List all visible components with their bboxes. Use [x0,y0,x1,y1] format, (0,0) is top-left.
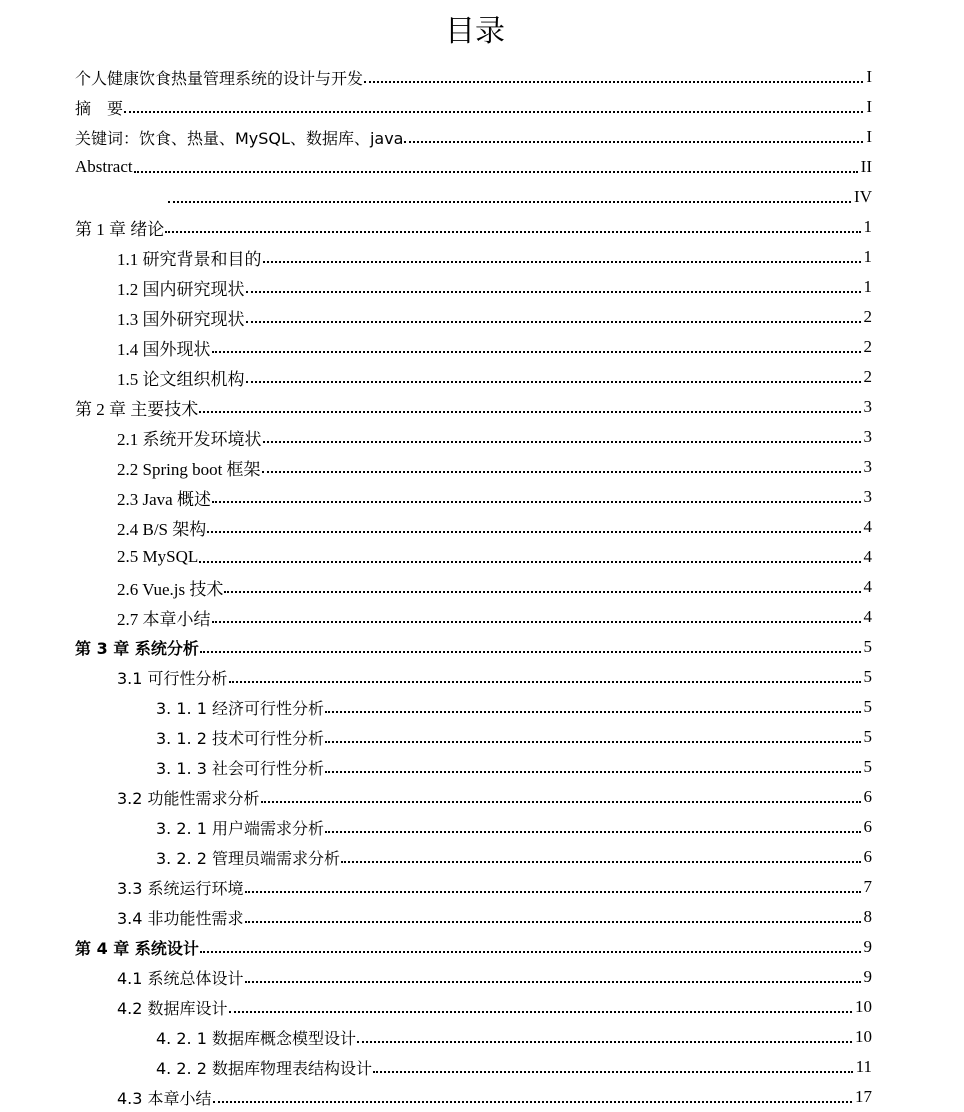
toc-entry-page: IV [854,187,872,206]
dot-leader [246,302,862,332]
toc-entry-label: 1.4 国外现状 [117,339,211,359]
dot-leader [199,542,861,572]
toc-entry-keywords[interactable] [75,122,872,152]
toc-entry-chapter-4[interactable] [75,932,872,962]
dot-leader [165,212,861,242]
toc-entry-label: 第 4 章 系统设计 [75,938,199,958]
dot-leader [200,932,862,962]
toc-entry-label: 3.1 可行性分析 [117,668,228,688]
toc-entry-3-2-1[interactable] [75,812,872,842]
toc-entry-3-1-1[interactable] [75,692,872,722]
toc-entry-label: 2.2 Spring boot 框架 [117,459,261,479]
toc-entry-label: 1.3 国外研究现状 [117,309,245,329]
dot-leader [263,422,862,452]
toc-entry-label: 2.1 系统开发环境状 [117,429,262,449]
toc-entry-label: 2.3 Java 概述 [117,489,211,509]
toc-entry-4-3[interactable] [75,1082,872,1112]
toc-entry-page: 5 [863,727,872,746]
toc-entry-label: 3. 2. 1 用户端需求分析 [156,818,324,838]
toc-entry-page: 4 [863,547,872,566]
toc-entry-abstract-cn[interactable] [75,92,872,122]
toc-entry-3-4[interactable] [75,902,872,932]
toc-entry-label: 3.2 功能性需求分析 [117,788,260,808]
dot-leader [212,482,862,512]
toc-entry-label: 4.1 系统总体设计 [117,968,244,988]
toc-entry-label: 第 1 章 绪论 [75,219,165,239]
toc-entry-page: II [860,157,872,176]
toc-entry-3-2-2[interactable] [75,842,872,872]
toc-entry-page: I [866,67,872,86]
toc-entry-page: 8 [863,907,872,926]
dot-leader [246,362,862,392]
toc-entry-page: 3 [863,427,872,446]
dot-leader [364,62,864,92]
toc-entry-page: 3 [863,487,872,506]
toc-entry-label: 3.4 非功能性需求 [117,908,244,928]
toc-entry-page: 1 [863,217,872,236]
toc-entry-2-1[interactable] [75,422,872,452]
toc-entry-label: 3. 1. 2 技术可行性分析 [156,728,324,748]
toc-entry-4-2-2[interactable] [75,1052,872,1082]
dot-leader [207,512,861,542]
toc-entry-page: 3 [863,457,872,476]
dot-leader [263,242,862,272]
toc-entry-page: 4 [863,607,872,626]
dot-leader [357,1022,853,1052]
toc-entry-3-2[interactable] [75,782,872,812]
toc-entry-page: 5 [863,667,872,686]
toc-entry-page: 1 [863,247,872,266]
toc-entry-page: 3 [863,397,872,416]
toc-entry-label: 3. 1. 1 经济可行性分析 [156,698,324,718]
dot-leader [245,902,862,932]
dot-leader [325,692,862,722]
toc-entry-1-1[interactable] [75,242,872,272]
toc-entry-4-2[interactable] [75,992,872,1022]
dot-leader [404,122,864,152]
toc-entry-page: 5 [863,637,872,656]
toc-entry-label: 2.7 本章小结 [117,609,211,629]
dot-leader [373,1052,854,1082]
toc-entry-page: 4 [863,517,872,536]
dot-leader [325,812,862,842]
toc-entry-label: 2.4 B/S 架构 [117,519,207,539]
toc-entry-abstract-en[interactable] [75,152,872,182]
toc-entry-3-1-3[interactable] [75,752,872,782]
toc-entry-label: 1.1 研究背景和目的 [117,249,262,269]
dot-leader [261,782,862,812]
toc-entry-label: 摘 要 [75,98,124,118]
toc-entry-1-4[interactable] [75,332,872,362]
toc-entry-label: 1.2 国内研究现状 [117,279,245,299]
toc-entry-label: 4. 2. 2 数据库物理表结构设计 [156,1058,372,1078]
toc-entry-3-1[interactable] [75,662,872,692]
toc-entry-page: I [866,127,872,146]
dot-leader [212,602,862,632]
dot-leader [341,842,862,872]
toc-entry-page: 6 [863,817,872,836]
toc-entry-page: 9 [863,937,872,956]
toc-entry-label: 第 3 章 系统分析 [75,638,199,658]
toc-entry-page: 7 [863,877,872,896]
toc-entry-label: Abstract [75,157,133,176]
toc-entry-2-5[interactable] [75,542,872,572]
dot-leader [229,992,853,1022]
toc-entry-page: 17 [855,1087,872,1106]
dot-leader [262,452,862,482]
toc-entry-label: 1.5 论文组织机构 [117,369,245,389]
toc-entry-3-1-2[interactable] [75,722,872,752]
toc-entry-page: 11 [855,1057,872,1076]
toc-entry-blank[interactable] [75,182,872,212]
toc-entry-page: 5 [863,697,872,716]
toc-entry-2-7[interactable] [75,602,872,632]
toc-entry-page: 2 [863,307,872,326]
toc-entry-page: 1 [863,277,872,296]
toc-entry-2-6[interactable] [75,572,872,602]
dot-leader [245,962,862,992]
dot-leader [212,332,862,362]
toc-entry-page: 10 [855,1027,872,1046]
toc-entry-label: 第 2 章 主要技术 [75,399,199,419]
dot-leader [168,182,852,212]
toc-entry-4-2-1[interactable] [75,1022,872,1052]
toc-entry-4-1[interactable] [75,962,872,992]
dot-leader [229,662,862,692]
dot-leader [213,1082,853,1112]
dot-leader [245,872,862,902]
toc-entry-2-3[interactable] [75,482,872,512]
toc-entry-chapter-1[interactable] [75,212,872,242]
dot-leader [200,632,862,662]
toc-entry-title[interactable] [75,62,872,92]
toc-entry-page: 2 [863,367,872,386]
toc-entry-page: 2 [863,337,872,356]
toc-entry-label: 4.3 本章小结 [117,1088,212,1108]
toc-entry-page: 5 [863,757,872,776]
toc-entry-chapter-3[interactable] [75,632,872,662]
toc-entry-page: 6 [863,787,872,806]
dot-leader [325,722,862,752]
toc-entry-1-5[interactable] [75,362,872,392]
toc-entry-label: 3.3 系统运行环境 [117,878,244,898]
dot-leader [134,152,859,182]
dot-leader [199,392,861,422]
dot-leader [246,272,862,302]
page-title: 目录 [445,14,505,49]
toc-entry-label: 2.5 MySQL [117,547,199,566]
toc-entry-chapter-2[interactable] [75,392,872,422]
toc-entry-page: 10 [855,997,872,1016]
dot-leader [325,752,862,782]
toc-entry-label: 3. 2. 2 管理员端需求分析 [156,848,340,868]
dot-leader [224,572,861,602]
toc-entry-3-3[interactable] [75,872,872,902]
toc-entry-page: 9 [863,967,872,986]
toc-entry-label: 关键词：饮食、热量、MySQL、数据库、java [75,128,404,148]
toc-entry-page: 4 [863,577,872,596]
toc-entry-1-2[interactable] [75,272,872,302]
dot-leader [124,92,864,122]
toc-entry-label: 4. 2. 1 数据库概念模型设计 [156,1028,356,1048]
toc-entry-2-4[interactable] [75,512,872,542]
toc-entry-label: 4.2 数据库设计 [117,998,228,1018]
toc-entry-label: 个人健康饮食热量管理系统的设计与开发 [75,68,364,88]
toc-entry-page: I [866,97,872,116]
toc-entry-label: 3. 1. 3 社会可行性分析 [156,758,324,778]
toc-entry-label: 2.6 Vue.js 技术 [117,579,224,599]
toc-entry-page: 6 [863,847,872,866]
toc-entry-2-2[interactable] [75,452,872,482]
toc-entry-1-3[interactable] [75,302,872,332]
